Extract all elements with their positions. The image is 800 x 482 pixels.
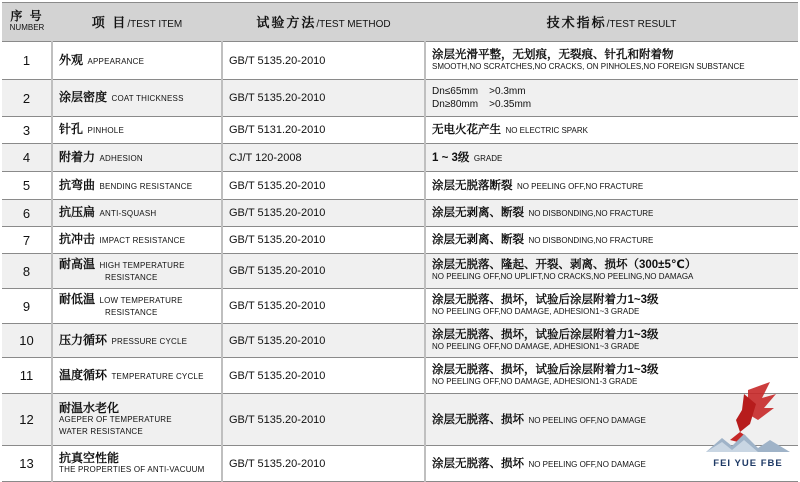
row-number: 12 [2, 394, 52, 446]
table-row [2, 42, 798, 80]
row-result [425, 144, 798, 172]
row-item [52, 80, 222, 117]
row-number: 13 [2, 446, 52, 482]
header-item-en: /TEST ITEM [127, 19, 183, 30]
row-item [52, 254, 222, 289]
row-result [425, 227, 798, 254]
row-result [425, 254, 798, 289]
row-result [425, 80, 798, 117]
row-result [425, 42, 798, 80]
item-en: PRESSURE CYCLE [111, 336, 188, 346]
table-row [2, 324, 798, 358]
table-row [2, 394, 798, 446]
item-cn: 抗真空性能 [59, 450, 120, 465]
item-en: LOW TEMPERATURE [99, 296, 183, 305]
table-row [2, 289, 798, 324]
row-number: 10 [2, 324, 52, 358]
table-row [2, 446, 798, 482]
table-row [2, 172, 798, 200]
row-result [425, 117, 798, 144]
row-method: GB/T 5135.20-2010 [222, 227, 425, 254]
item-en: THE PROPERTIES OF ANTI-VACUUM [59, 464, 205, 474]
row-method: GB/T 5135.20-2010 [222, 254, 425, 289]
table-row [2, 200, 798, 227]
result-cn: 涂层无脱落、损坏 [432, 413, 524, 426]
header-result-cn: 技术指标 [546, 15, 607, 30]
row-number: 2 [2, 80, 52, 117]
item-en: AGEPER OF TEMPERATURE [59, 414, 172, 424]
item-cn: 温度循环 [59, 367, 108, 382]
row-number: 6 [2, 200, 52, 227]
row-item [52, 358, 222, 394]
result-en: NO PEELING OFF,NO DAMAGE [528, 459, 646, 469]
item-cn: 涂层密度 [59, 90, 108, 104]
item-en: IMPACT RESISTANCE [99, 236, 186, 245]
row-item [52, 227, 222, 254]
header-test-result [425, 3, 798, 42]
header-method-en: /TEST METHOD [316, 19, 391, 30]
result-cn: 涂层无脱落、损坏 [432, 457, 524, 470]
item-en-line-2: WATER RESISTANCE [59, 426, 143, 436]
item-en: PINHOLE [87, 126, 124, 135]
header-result-en: /TEST RESULT [606, 19, 677, 30]
result-en: NO PEELING OFF,NO DAMAGE, ADHESION1~3 GRADE [432, 341, 640, 351]
item-cn: 附着力 [59, 149, 96, 164]
header-number-en: NUMBER [9, 23, 45, 32]
result-en: NO DISBONDING,NO FRACTURE [528, 236, 654, 245]
row-result [425, 172, 798, 200]
row-item [52, 200, 222, 227]
row-method: GB/T 5135.20-2010 [222, 289, 425, 324]
result-line-2: Dn≥80mm >0.35mm [432, 99, 532, 110]
result-cn: 涂层无剥离、断裂 [432, 234, 524, 246]
row-method: GB/T 5135.20-2010 [222, 446, 425, 482]
row-method: GB/T 5135.20-2010 [222, 358, 425, 394]
table-row [2, 117, 798, 144]
item-cn: 抗冲击 [59, 232, 96, 246]
item-cn: 耐温水老化 [59, 400, 120, 415]
item-cn: 抗弯曲 [59, 177, 96, 192]
table-row [2, 254, 798, 289]
item-en: ANTI-SQUASH [99, 209, 157, 218]
result-cn: 涂层无脱落、损坏，试验后涂层附着力1~3级 [432, 363, 659, 376]
result-cn: 1 ~ 3级 [432, 151, 470, 164]
item-en: ADHESION [99, 153, 143, 163]
header-test-method [222, 3, 425, 42]
fei-yue-fbe-logo [700, 380, 796, 472]
row-method: GB/T 5135.20-2010 [222, 324, 425, 358]
row-method: GB/T 5135.20-2010 [222, 394, 425, 446]
item-en: APPEARANCE [87, 56, 145, 66]
row-number: 1 [2, 42, 52, 80]
row-method: GB/T 5131.20-2010 [222, 117, 425, 144]
item-cn: 外观 [59, 52, 84, 67]
row-number: 5 [2, 172, 52, 200]
table-row [2, 227, 798, 254]
header-number-cn: 序 号 [10, 9, 44, 23]
row-result [425, 324, 798, 358]
table-row [2, 144, 798, 172]
result-cn: 涂层无脱落、损坏，试验后涂层附着力1~3级 [432, 328, 659, 341]
row-item [52, 117, 222, 144]
row-item [52, 172, 222, 200]
item-cn: 压力循环 [59, 332, 108, 347]
result-en: NO PEELING OFF,NO UPLIFT,NO CRACKS,NO PEELING,NO DAMAGA [432, 272, 694, 281]
result-line-1: Dn≤65mm >0.3mm [432, 86, 526, 97]
row-number: 8 [2, 254, 52, 289]
row-method: GB/T 5135.20-2010 [222, 172, 425, 200]
result-en: NO DISBONDING,NO FRACTURE [528, 209, 654, 218]
item-en: HIGH TEMPERATURE [99, 261, 185, 270]
result-en: NO PEELING OFF,NO DAMAGE [528, 415, 646, 425]
result-cn: 涂层无脱落断裂 [432, 179, 513, 192]
result-en: NO PEELING OFF,NO FRACTURE [516, 181, 644, 191]
row-item [52, 144, 222, 172]
row-number: 11 [2, 358, 52, 394]
result-cn: 涂层光滑平整，无划痕，无裂痕、针孔和附着物 [432, 48, 674, 61]
row-result [425, 200, 798, 227]
row-item [52, 289, 222, 324]
item-en: BENDING RESISTANCE [99, 181, 193, 191]
row-item [52, 446, 222, 482]
test-spec-table [2, 2, 798, 482]
result-cn: 涂层无剥离、断裂 [432, 207, 524, 219]
item-en: TEMPERATURE CYCLE [111, 371, 204, 381]
row-item [52, 42, 222, 80]
row-number: 7 [2, 227, 52, 254]
result-en: NO PEELING OFF,NO DAMAGE, ADHESION1-3 GRADE [432, 376, 638, 386]
row-number: 9 [2, 289, 52, 324]
table-row [2, 80, 798, 117]
row-method: GB/T 5135.20-2010 [222, 42, 425, 80]
result-cn: 涂层无脱落、损坏，试验后涂层附着力1~3级 [432, 294, 659, 306]
header-number [2, 3, 52, 42]
result-en: NO ELECTRIC SPARK [505, 126, 588, 135]
item-cn: 耐高温 [59, 257, 96, 271]
row-number: 4 [2, 144, 52, 172]
item-en-line-2: RESISTANCE [105, 273, 158, 282]
row-method: CJ/T 120-2008 [222, 144, 425, 172]
row-number: 3 [2, 117, 52, 144]
table-header-row [2, 3, 798, 42]
result-en: NO PEELING OFF,NO DAMAGE, ADHESION1~3 GRADE [432, 307, 640, 316]
result-cn: 涂层无脱落、隆起、开裂、剥离、损坏（300±5℃） [432, 259, 697, 271]
row-item [52, 394, 222, 446]
header-item-cn: 项 目 [91, 15, 128, 30]
result-en: SMOOTH,NO SCRATCHES,NO CRACKS, ON PINHOLES,NO FOREIGN SUBSTANCE [432, 61, 745, 71]
row-method: GB/T 5135.20-2010 [222, 200, 425, 227]
item-en: COAT THICKNESS [111, 94, 184, 103]
item-cn: 针孔 [59, 122, 84, 136]
header-method-cn: 试验方法 [256, 15, 317, 30]
logo-text: FEI YUE FBE [713, 458, 783, 469]
item-en-line-2: RESISTANCE [105, 308, 158, 317]
result-cn: 无电火花产生 [432, 124, 501, 136]
row-result [425, 289, 798, 324]
row-item [52, 324, 222, 358]
item-cn: 抗压扁 [59, 205, 96, 219]
header-test-item [52, 3, 222, 42]
row-method: GB/T 5135.20-2010 [222, 80, 425, 117]
item-cn: 耐低温 [59, 292, 96, 306]
result-en: GRADE [473, 153, 503, 163]
eagle-logo-icon [700, 380, 796, 460]
table-row [2, 358, 798, 394]
